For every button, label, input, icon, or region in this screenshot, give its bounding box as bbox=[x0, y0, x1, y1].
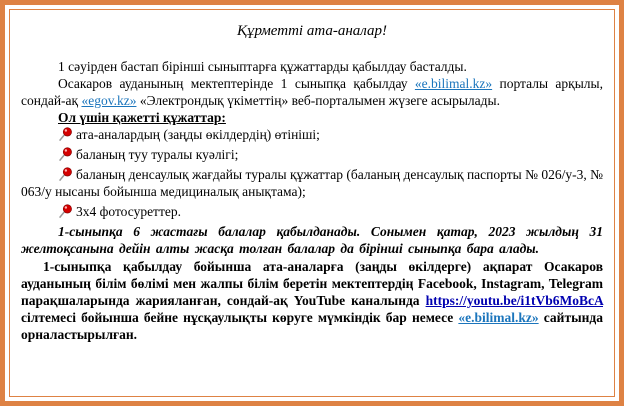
documents-list bbox=[21, 126, 603, 220]
link-e-bilimal[interactable]: «e.bilimal.kz» bbox=[414, 76, 493, 91]
portal-paragraph-text-1: Осакаров ауданының мектептерінде 1 сыныпқа қабылдау bbox=[58, 76, 415, 91]
list-item bbox=[21, 203, 603, 220]
portal-paragraph bbox=[21, 75, 603, 109]
info-paragraph-text-2: сілтемесі бойынша бейне нұсқаулықты көруге мүмкіндік бар немесе bbox=[21, 310, 459, 325]
list-item bbox=[21, 166, 603, 200]
link-e-bilimal-footer[interactable]: «e.bilimal.kz» bbox=[458, 310, 539, 325]
documents-heading-text: Ол үшін қажетті құжаттар: bbox=[58, 110, 226, 125]
pushpin-icon bbox=[58, 147, 73, 162]
intro-paragraph-text: 1 сәуірден бастап бірінші сыныптарға құжаттарды қабылдау басталды. bbox=[58, 59, 467, 74]
document-inner-frame bbox=[9, 9, 615, 397]
list-item-text: баланың туу туралы куәлігі; bbox=[76, 147, 239, 162]
age-note-text: 1-сыныпқа 6 жастағы балалар қабылданады. Сонымен қатар, 2023 жылдың 31 желтоқсанына дейін алты жасқа толған балалар да бірінші сыныпқа бара алады. bbox=[21, 224, 603, 256]
info-paragraph-text-3: сайтында орналастырылған. bbox=[21, 310, 603, 342]
page-title: Құрметті ата-аналар! bbox=[237, 23, 387, 39]
list-item-text: ата-аналардың (заңды өкілдердің) өтініші; bbox=[76, 127, 320, 142]
list-item bbox=[21, 126, 603, 143]
link-egov[interactable]: «egov.kz» bbox=[81, 93, 137, 108]
list-item-text: 3х4 фотосуреттер. bbox=[76, 204, 181, 219]
portal-paragraph-text-3: «Электрондық үкіметтің» веб-порталымен жүзеге асырылады. bbox=[136, 93, 500, 108]
documents-heading bbox=[21, 109, 603, 126]
link-youtube-video[interactable]: https://youtu.be/i1tVb6MoBcA bbox=[425, 293, 603, 308]
intro-paragraph bbox=[21, 58, 603, 75]
info-paragraph-text-1: 1-сыныпқа қабылдау бойынша ата-аналарға (заңды өкілдерге) ақпарат Осакаров ауданының білім бөлімі мен жалпы білім беретін мектептердің Facebook, Instagram, Telegram парақшаларында жарияланған, сондай-ақ YouTube каналында bbox=[21, 259, 603, 308]
pushpin-icon bbox=[58, 204, 73, 219]
pushpin-icon bbox=[58, 127, 73, 142]
age-note-paragraph bbox=[21, 223, 603, 257]
list-item-text: баланың денсаулық жағдайы туралы құжаттар (баланың денсаулық паспорты № 026/у-3, № 063/у нысаны бойынша медициналық анықтама); bbox=[21, 167, 603, 199]
info-paragraph bbox=[21, 258, 603, 343]
portal-paragraph-text-2: порталы арқылы, сондай-ақ bbox=[21, 76, 603, 108]
pushpin-icon bbox=[58, 167, 73, 182]
list-item bbox=[21, 146, 603, 163]
